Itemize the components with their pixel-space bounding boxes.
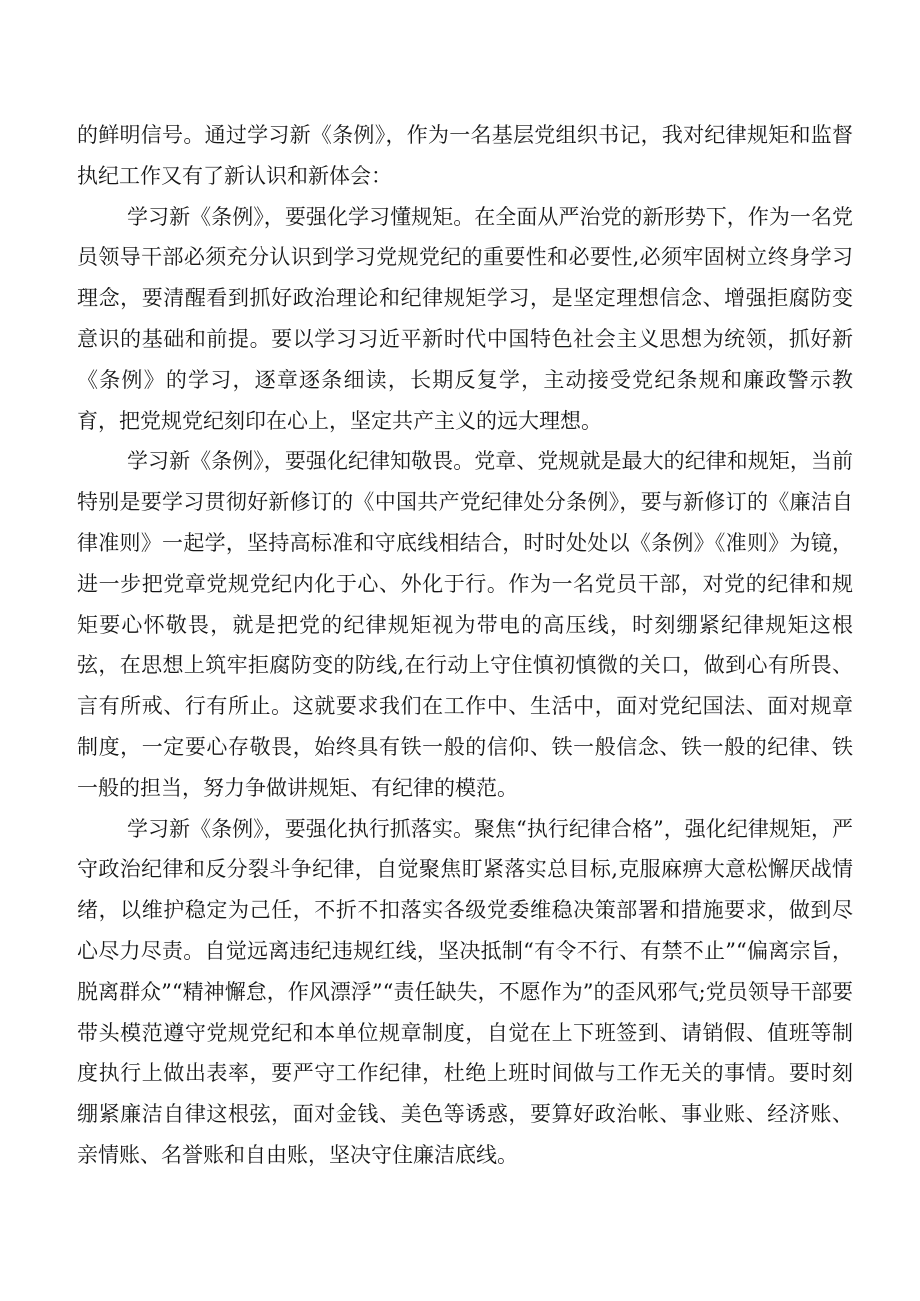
paragraph-study-rules: 学习新《条例》，要强化学习懂规矩。在全面从严治党的新形势下，作为一名党员领导干部必须充分认识到学习党规党纪的重要性和必要性,必须牢固树立终身学习理念，要清醒看到抓好政治理论和纪律规矩学习，是坚定理想信念、增强拒腐防变意识的基础和前提。要以学习习近平新时代中国特色社会主义思想为统领，抓好新《条例》的学习，逐章逐条细读，长期反复学，主动接受党纪条规和廉政警示教育，把党规党纪刻印在心上，坚定共产主义的远大理想。 (77, 204, 853, 433)
document-body (77, 115, 853, 1176)
paragraph-discipline-awe: 学习新《条例》，要强化纪律知敬畏。党章、党规就是最大的纪律和规矩，当前特别是要学习贯彻好新修订的《中国共产党纪律处分条例》，要与新修订的《廉洁自律准则》一起学，坚持高标准和守底线相结合，时时处处以《条例》《准则》为镜，进一步把党章党规党纪内化于心、外化于行。作为一名党员干部，对党的纪律和规矩要心怀敬畏，就是把党的纪律规矩视为带电的高压线，时刻绷紧纪律规矩这根弦，在思想上筑牢拒腐防变的防线,在行动上守住慎初慎微的关口，做到心有所畏、言有所戒、行有所止。这就要求我们在工作中、生活中，面对党纪国法、面对规章制度，一定要心存敬畏，始终具有铁一般的信仰、铁一般信念、铁一般的纪律、铁一般的担当，努力争做讲规矩、有纪律的模范。 (77, 449, 853, 800)
paragraph-continuation: 的鲜明信号。通过学习新《条例》，作为一名基层党组织书记，我对纪律规矩和监督执纪工作又有了新认识和新体会： (77, 123, 853, 188)
paragraph-execution: 学习新《条例》，要强化执行抓落实。聚焦“执行纪律合格”，强化纪律规矩，严守政治纪律和反分裂斗争纪律，自觉聚焦盯紧落实总目标,克服麻痹大意松懈厌战情绪，以维护稳定为己任，不折不扣落实各级党委维稳决策部署和措施要求，做到尽心尽力尽责。自觉远离违纪违规红线，坚决抵制“有令不行、有禁不止”“偏离宗旨，脱离群众”“精神懈怠，作风漂浮”“责任缺失，不愿作为”的歪风邪气;党员领导干部要带头模范遵守党规党纪和本单位规章制度，自觉在上下班签到、请销假、值班等制度执行上做出表率，要严守工作纪律，杜绝上班时间做与工作无关的事情。要时刻绷紧廉洁自律这根弦，面对金钱、美色等诱惑，要算好政治帐、事业账、经济账、亲情账、名誉账和自由账，坚决守住廉洁底线。 (77, 816, 853, 1167)
